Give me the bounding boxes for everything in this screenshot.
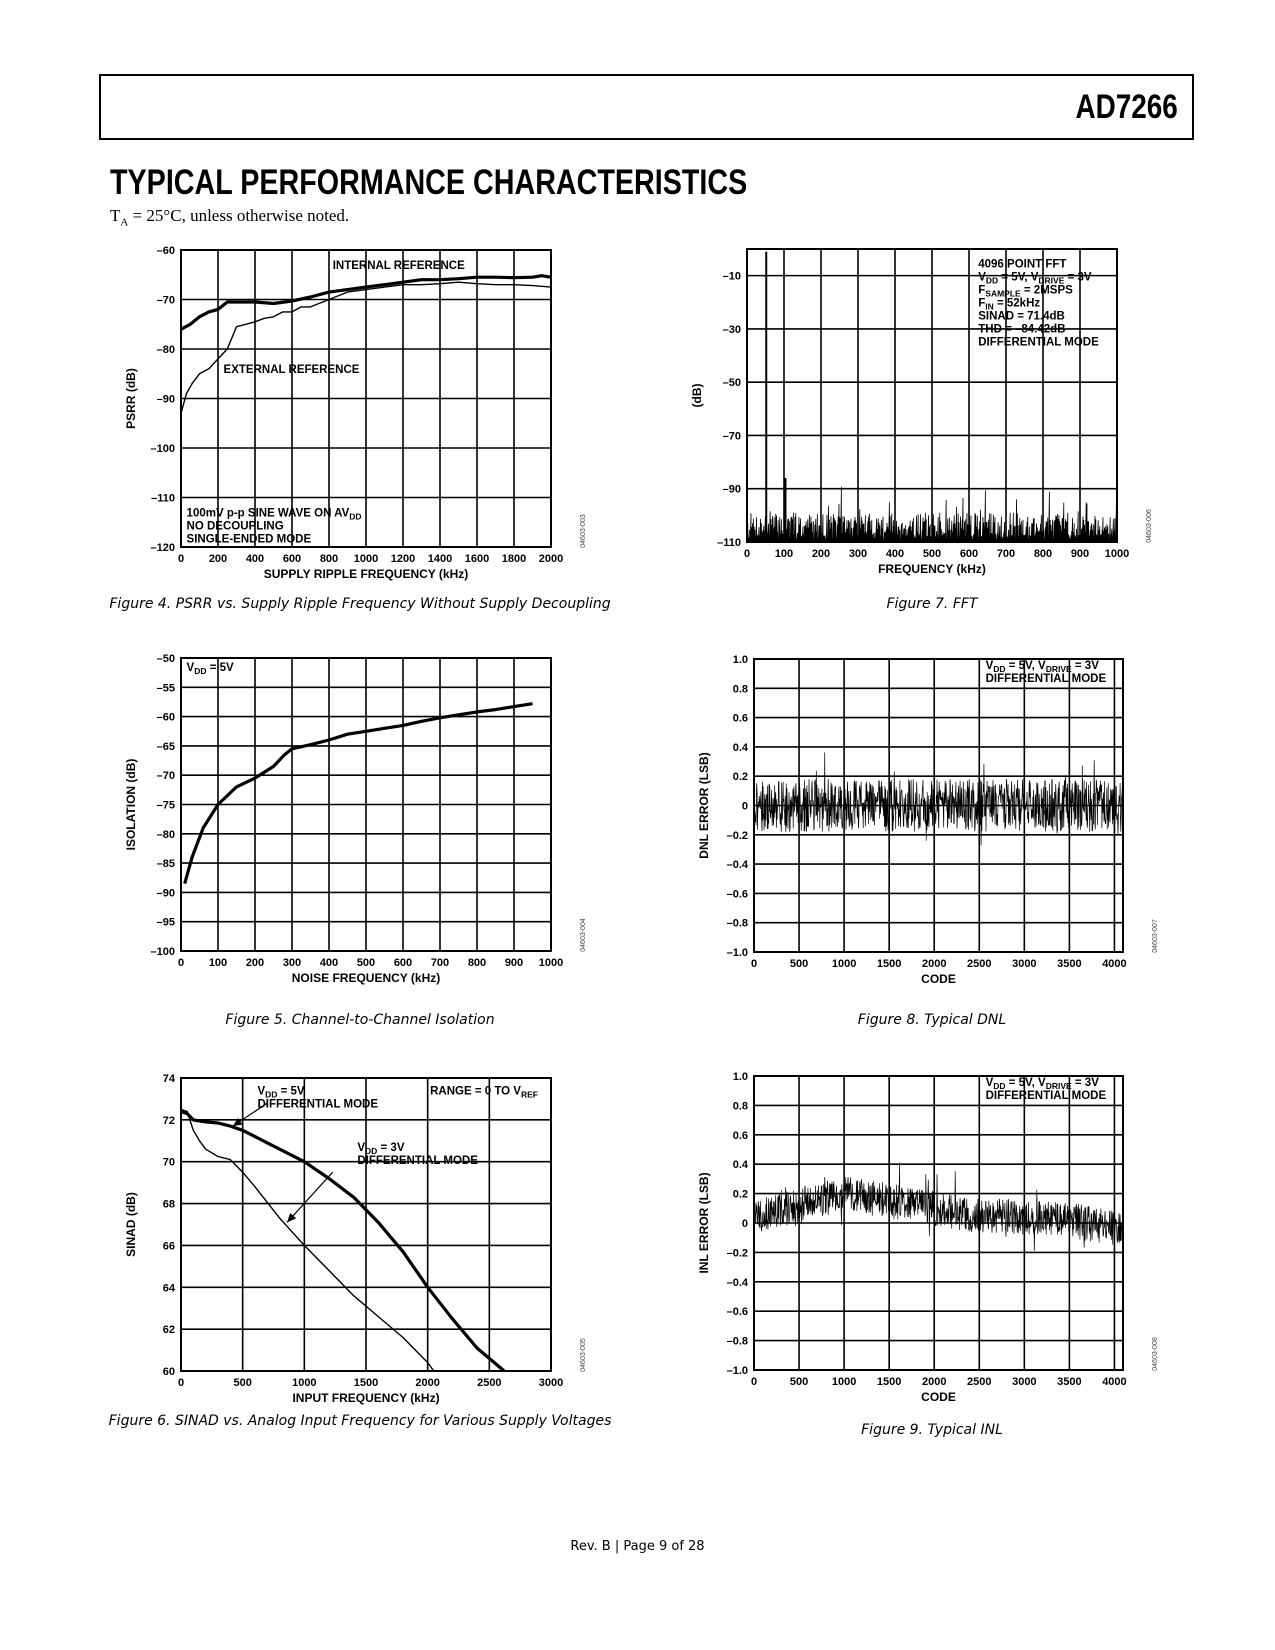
y-tick-label: –60 bbox=[156, 711, 175, 724]
x-tick-label: 500 bbox=[922, 548, 942, 560]
annotation-text: 4096 POINT FFT bbox=[978, 258, 1067, 271]
cond-subscript: A bbox=[120, 216, 129, 229]
y-axis-label: SINAD (dB) bbox=[124, 1192, 138, 1257]
grid bbox=[181, 250, 551, 547]
y-tick-label: –70 bbox=[156, 770, 175, 783]
figure-code: 04603-004 bbox=[580, 918, 587, 952]
y-tick-label: –70 bbox=[156, 294, 175, 307]
figure-7-caption: Figure 7. FFT bbox=[886, 596, 978, 612]
y-tick-label: 64 bbox=[162, 1282, 175, 1295]
annotation-text: $V_{DD} = 5V$, $V_{DRIVE} = 3V$ bbox=[985, 1076, 1099, 1091]
annotation-text: $V_{DD} = 5V$, $V_{DRIVE} = 3V$ bbox=[985, 659, 1099, 674]
annotation-text: INTERNAL REFERENCE bbox=[332, 259, 465, 272]
annotation-text: SINGLE-ENDED MODE bbox=[186, 533, 312, 546]
x-tick-label: 400 bbox=[319, 957, 339, 969]
x-tick-label: 4000 bbox=[1102, 958, 1127, 970]
y-tick-label: 66 bbox=[162, 1240, 175, 1253]
x-tick-label: 2000 bbox=[538, 553, 564, 565]
figure-code: 04603-007 bbox=[1152, 919, 1159, 953]
x-tick-label: 2000 bbox=[921, 1376, 947, 1388]
x-tick-label: 300 bbox=[282, 957, 302, 969]
figure-code: 04603-003 bbox=[580, 514, 587, 548]
x-axis-label: CODE bbox=[921, 1390, 956, 1404]
x-tick-label: 500 bbox=[789, 958, 809, 970]
y-tick-label: –0.2 bbox=[726, 829, 748, 842]
x-tick-label: 0 bbox=[177, 1377, 185, 1389]
section-title: TYPICAL PERFORMANCE CHARACTERISTICS bbox=[110, 163, 748, 202]
figure-8-caption: Figure 8. Typical DNL bbox=[857, 1012, 1007, 1028]
y-axis-label: PSRR (dB) bbox=[124, 368, 138, 429]
annotation-text: DIFFERENTIAL MODE bbox=[985, 672, 1107, 685]
x-tick-label: 600 bbox=[959, 548, 979, 560]
x-tick-label: 900 bbox=[1070, 548, 1090, 560]
x-tick-label: 200 bbox=[245, 957, 265, 969]
x-tick-label: 300 bbox=[848, 548, 868, 560]
x-tick-label: 3000 bbox=[1012, 1376, 1037, 1388]
y-tick-label: –1.0 bbox=[726, 1365, 748, 1377]
grid bbox=[754, 1076, 1123, 1370]
x-tick-label: 2000 bbox=[921, 958, 947, 970]
x-tick-label: 200 bbox=[208, 553, 228, 565]
y-tick-label: –110 bbox=[717, 537, 741, 549]
x-tick-label: 1600 bbox=[464, 553, 490, 565]
x-tick-label: 500 bbox=[356, 957, 376, 969]
y-tick-label: –0.4 bbox=[726, 1276, 748, 1289]
annotation-arrow bbox=[287, 1172, 333, 1222]
y-tick-label: 68 bbox=[162, 1198, 175, 1211]
x-tick-label: 100 bbox=[774, 548, 794, 560]
x-tick-label: 0 bbox=[750, 958, 758, 970]
y-tick-label: 0 bbox=[741, 1218, 748, 1230]
y-tick-label: –100 bbox=[150, 946, 175, 958]
x-tick-label: 1400 bbox=[427, 553, 453, 565]
x-tick-label: 700 bbox=[996, 548, 1016, 560]
y-tick-label: –50 bbox=[722, 377, 741, 390]
y-tick-label: 1.0 bbox=[732, 654, 748, 666]
grid bbox=[181, 658, 551, 951]
figure-code: 04603-008 bbox=[1152, 1337, 1159, 1371]
annotation-text: DIFFERENTIAL MODE bbox=[357, 1155, 478, 1168]
figure-9-caption: Figure 9. Typical INL bbox=[861, 1422, 1003, 1438]
y-tick-label: –0.2 bbox=[726, 1247, 748, 1260]
x-tick-label: 4000 bbox=[1102, 1376, 1127, 1388]
y-axis-label: (dB) bbox=[690, 383, 704, 408]
x-tick-label: 2500 bbox=[967, 1376, 992, 1388]
isolation-chart bbox=[121, 648, 591, 1001]
x-tick-label: 0 bbox=[177, 553, 185, 565]
error-trace bbox=[754, 753, 1123, 846]
x-tick-label: 500 bbox=[789, 1376, 809, 1388]
x-tick-label: 1000 bbox=[292, 1377, 317, 1389]
annotation-text: EXTERNAL REFERENCE bbox=[223, 363, 360, 376]
y-tick-label: –30 bbox=[722, 323, 741, 336]
sinad-chart bbox=[121, 1068, 591, 1421]
y-tick-label: –90 bbox=[722, 483, 741, 496]
y-tick-label: 60 bbox=[162, 1366, 175, 1378]
fft-chart bbox=[687, 239, 1157, 592]
error-trace bbox=[754, 1163, 1123, 1251]
y-tick-label: –80 bbox=[156, 344, 175, 356]
figure-5-caption: Figure 5. Channel-to-Channel Isolation bbox=[225, 1012, 495, 1028]
x-tick-label: 0 bbox=[750, 1376, 758, 1388]
y-tick-label: –110 bbox=[151, 492, 175, 505]
figure-code: 04603-006 bbox=[1146, 509, 1153, 543]
page-footer: Rev. B | Page 9 of 28 bbox=[570, 1539, 705, 1554]
figure-6-caption: Figure 6. SINAD vs. Analog Input Frequency for Various Supply Voltages bbox=[108, 1413, 612, 1429]
annotation-text: DIFFERENTIAL MODE bbox=[257, 1098, 379, 1111]
y-axis-label: DNL ERROR (LSB) bbox=[697, 752, 711, 859]
x-tick-label: 2500 bbox=[967, 958, 992, 970]
x-tick-label: 1500 bbox=[876, 1376, 902, 1388]
x-tick-label: 1000 bbox=[1104, 548, 1130, 560]
x-axis-label: NOISE FREQUENCY (kHz) bbox=[291, 971, 441, 985]
y-tick-label: 0.4 bbox=[732, 741, 748, 754]
annotation-text: $V_{DD} = 3V$ bbox=[357, 1142, 405, 1157]
y-tick-label: –0.6 bbox=[726, 1306, 748, 1319]
x-tick-label: 800 bbox=[467, 957, 487, 969]
y-tick-label: –65 bbox=[156, 740, 175, 753]
x-tick-label: 2000 bbox=[415, 1377, 440, 1389]
x-tick-label: 3500 bbox=[1057, 1376, 1082, 1388]
y-tick-label: –50 bbox=[156, 653, 175, 665]
x-tick-label: 3000 bbox=[1012, 958, 1037, 970]
page-header bbox=[99, 74, 1194, 140]
cond-text: = 25°C, unless otherwise noted. bbox=[128, 206, 350, 225]
annotation-text: NO DECOUPLING bbox=[186, 520, 284, 533]
x-tick-label: 1000 bbox=[831, 1376, 857, 1388]
x-tick-label: 600 bbox=[393, 957, 413, 969]
figure-4-caption: Figure 4. PSRR vs. Supply Ripple Frequency Without Supply Decoupling bbox=[109, 596, 611, 612]
annotation-text: $F_{SAMPLE}$ = 2MSPS bbox=[978, 284, 1073, 299]
y-tick-label: –0.8 bbox=[726, 917, 748, 930]
annotation-text: DIFFERENTIAL MODE bbox=[978, 336, 1099, 349]
psrr-chart bbox=[121, 240, 591, 597]
x-tick-label: 800 bbox=[1033, 548, 1053, 560]
y-tick-label: –55 bbox=[156, 682, 175, 695]
annotation-text: SINAD = 71.4dB bbox=[978, 310, 1065, 323]
inl-chart bbox=[694, 1066, 1163, 1420]
y-tick-label: 0 bbox=[741, 800, 748, 813]
figure-code: 04603-005 bbox=[580, 1338, 587, 1372]
annotation-text: RANGE = 0 TO $V_{REF}$ bbox=[430, 1085, 538, 1100]
x-tick-label: 1500 bbox=[876, 958, 902, 970]
x-axis-label: FREQUENCY (kHz) bbox=[878, 562, 986, 576]
x-tick-label: 400 bbox=[245, 553, 265, 565]
y-tick-label: –0.8 bbox=[726, 1335, 748, 1348]
x-tick-label: 0 bbox=[743, 548, 751, 560]
x-tick-label: 900 bbox=[504, 957, 524, 969]
x-tick-label: 700 bbox=[430, 957, 450, 969]
y-axis-label: INL ERROR (LSB) bbox=[697, 1172, 711, 1274]
x-tick-label: 3000 bbox=[538, 1377, 564, 1389]
annotation-text: $V_{DD} = 5V$ bbox=[257, 1085, 305, 1100]
y-tick-label: –10 bbox=[722, 270, 741, 283]
x-tick-label: 100 bbox=[208, 957, 228, 969]
conditions-note bbox=[110, 206, 349, 228]
y-tick-label: 72 bbox=[162, 1114, 175, 1127]
y-tick-label: –70 bbox=[722, 430, 741, 443]
x-tick-label: 800 bbox=[319, 553, 339, 565]
y-tick-label: 62 bbox=[162, 1324, 175, 1337]
annotation-text: $F_{IN} = 52kHz$ bbox=[978, 297, 1041, 312]
y-tick-label: 0.6 bbox=[732, 712, 748, 725]
y-tick-label: –0.4 bbox=[726, 859, 748, 872]
annotation-text: DIFFERENTIAL MODE bbox=[985, 1089, 1107, 1102]
cond-symbol: T bbox=[110, 206, 121, 225]
x-tick-label: 1000 bbox=[538, 957, 564, 969]
x-tick-label: 1200 bbox=[390, 553, 416, 565]
y-tick-label: –60 bbox=[156, 245, 175, 257]
y-tick-label: 0.8 bbox=[732, 683, 748, 696]
x-tick-label: 200 bbox=[811, 548, 831, 560]
series-line-0 bbox=[181, 1112, 504, 1372]
y-tick-label: 1.0 bbox=[732, 1071, 748, 1083]
y-tick-label: –85 bbox=[156, 858, 175, 871]
series-line-0 bbox=[185, 704, 533, 884]
x-tick-label: 1800 bbox=[501, 553, 527, 565]
x-tick-label: 3500 bbox=[1057, 958, 1082, 970]
x-axis-label: CODE bbox=[921, 972, 956, 986]
y-tick-label: –100 bbox=[150, 443, 175, 455]
x-axis-label: INPUT FREQUENCY (kHz) bbox=[292, 1391, 440, 1405]
annotation-text: 100mV p-p SINE WAVE ON $AV_{DD}$ bbox=[186, 507, 362, 522]
y-axis-label: ISOLATION (dB) bbox=[124, 758, 138, 851]
x-tick-label: 2500 bbox=[477, 1377, 502, 1389]
y-tick-label: –75 bbox=[156, 799, 175, 812]
y-tick-label: 0.8 bbox=[732, 1100, 748, 1113]
y-tick-label: –1.0 bbox=[726, 947, 748, 959]
y-tick-label: 0.4 bbox=[732, 1159, 748, 1172]
x-tick-label: 1500 bbox=[353, 1377, 379, 1389]
annotation-text: $V_{DD} = 5V$ bbox=[186, 661, 234, 676]
y-tick-label: –80 bbox=[156, 828, 175, 841]
x-tick-label: 1000 bbox=[353, 553, 379, 565]
x-tick-label: 400 bbox=[885, 548, 905, 560]
x-tick-label: 500 bbox=[233, 1377, 252, 1389]
y-tick-label: 0.2 bbox=[732, 771, 748, 784]
y-tick-label: –95 bbox=[156, 916, 175, 929]
part-number: AD7266 bbox=[1075, 88, 1178, 126]
y-tick-label: –90 bbox=[156, 393, 175, 406]
annotation-text: THD = –84.42dB bbox=[978, 323, 1066, 336]
y-tick-label: 74 bbox=[162, 1073, 175, 1085]
y-tick-label: 0.2 bbox=[732, 1188, 748, 1201]
y-tick-label: –0.6 bbox=[726, 888, 748, 901]
dnl-chart bbox=[694, 649, 1163, 1002]
x-tick-label: 1000 bbox=[831, 958, 857, 970]
x-tick-label: 0 bbox=[177, 957, 185, 969]
y-tick-label: 70 bbox=[162, 1156, 175, 1169]
x-axis-label: SUPPLY RIPPLE FREQUENCY (kHz) bbox=[263, 567, 469, 581]
x-tick-label: 600 bbox=[282, 553, 302, 565]
y-tick-label: –90 bbox=[156, 887, 175, 900]
annotation-text: $V_{DD} = 5V$, $V_{DRIVE} = 3V$ bbox=[978, 271, 1092, 286]
y-tick-label: 0.6 bbox=[732, 1129, 748, 1142]
y-tick-label: –120 bbox=[150, 542, 175, 554]
